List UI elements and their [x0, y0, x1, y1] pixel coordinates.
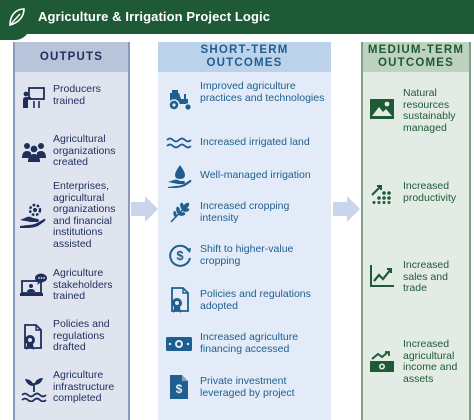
output-label: Agricultural organizations created: [53, 133, 116, 168]
output-item: [15, 268, 128, 302]
short-term-label: Increased cropping intensity: [200, 200, 290, 224]
short-term-label: Increased irrigated land: [200, 136, 310, 148]
medium-term-item: [363, 338, 469, 386]
svg-text:$: $: [175, 382, 183, 396]
short-term-label: Private investment leveraged by project: [200, 375, 295, 399]
tractor-icon: [166, 89, 194, 111]
short-term-item: [158, 373, 331, 401]
banknote-icon: [165, 335, 193, 353]
medium-term-label: Natural resources sustainably managed: [403, 87, 456, 134]
dollar-document-icon: [168, 374, 190, 400]
landscape-icon: [369, 98, 395, 120]
short-term-label: Shift to higher-value cropping: [200, 243, 294, 267]
short-term-label: Increased agriculture financing accessed: [200, 331, 299, 355]
medium-term-item: [363, 86, 469, 134]
leaf-icon: [8, 7, 26, 27]
short-term-label: Policies and regulations adopted: [200, 288, 311, 312]
short-term-item: [158, 241, 331, 269]
hand-gear-icon: [19, 202, 47, 228]
short-term-column: [158, 42, 331, 420]
output-item: [15, 180, 128, 250]
short-term-item: [158, 80, 331, 118]
flow-arrow: [333, 196, 360, 222]
medium-term-label: Increased productivity: [403, 180, 457, 204]
svg-text:$: $: [176, 248, 184, 263]
short-term-item: [158, 286, 331, 314]
short-term-label: Improved agriculture practices and technologies: [200, 80, 325, 104]
short-term-item: [158, 132, 331, 154]
medium-term-item: [363, 178, 469, 208]
output-item: [15, 82, 128, 114]
document-seal-icon: [168, 287, 192, 313]
medium-term-column: [361, 42, 471, 420]
water-drop-hand-icon: [167, 164, 193, 188]
plant-water-icon: [21, 376, 47, 402]
output-label: Policies and regulations drafted: [53, 318, 110, 353]
waves-icon: [166, 135, 194, 151]
flow-arrow: [131, 196, 158, 222]
line-chart-icon: [369, 264, 395, 288]
document-seal-icon: [21, 324, 45, 350]
output-label: Producers trained: [53, 83, 101, 107]
laptop-chat-icon: [20, 272, 48, 298]
short-term-item: [158, 198, 331, 226]
output-label: Agriculture infrastructure completed: [53, 369, 115, 404]
dollar-cycle-icon: [167, 242, 193, 268]
presentation-icon: [22, 86, 46, 110]
medium-term-heading: MEDIUM-TERM OUTCOMES: [363, 42, 469, 72]
group-icon: [21, 140, 47, 164]
short-term-item: [158, 162, 331, 190]
wheat-icon: [168, 200, 192, 224]
medium-term-item: [363, 256, 469, 296]
output-item: [15, 132, 128, 172]
output-item: [15, 318, 128, 354]
outputs-heading: OUTPUTS: [15, 42, 128, 72]
money-growth-icon: [368, 350, 396, 374]
medium-term-label: Increased agricultural income and assets: [403, 338, 458, 385]
output-item: [15, 368, 128, 408]
medium-term-label: Increased sales and trade: [403, 259, 450, 294]
growth-dots-icon: [370, 182, 394, 204]
page-title: Agriculture & Irrigation Project Logic: [38, 9, 271, 24]
short-term-label: Well-managed irrigation: [200, 169, 311, 181]
outputs-column: [13, 42, 130, 420]
output-label: Agriculture stakeholders trained: [53, 267, 113, 302]
short-term-heading: SHORT-TERM OUTCOMES: [158, 42, 331, 72]
header-bar: [0, 0, 474, 34]
short-term-item: [158, 330, 331, 358]
output-label: Enterprises, agricultural organizations and financial institutions assisted: [53, 180, 116, 250]
